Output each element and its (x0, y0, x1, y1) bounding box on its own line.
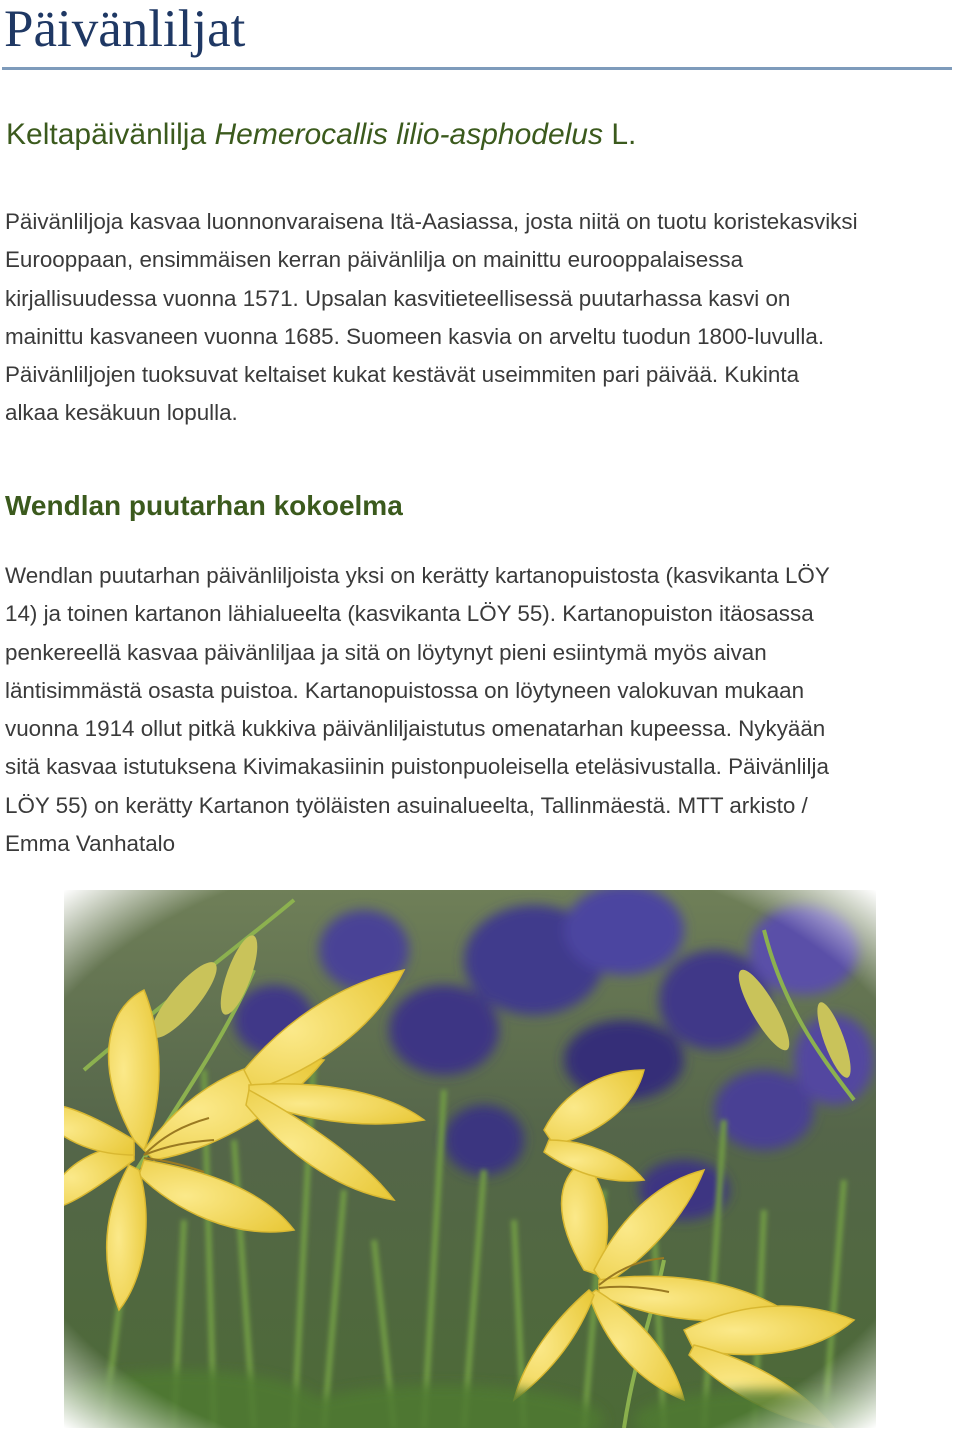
species-common-name: Keltapäivänlilja (6, 118, 207, 151)
daylily-photo (64, 890, 876, 1428)
intro-line: alkaa kesäkuun lopulla. (5, 400, 238, 426)
collection-paragraph (5, 557, 830, 863)
intro-line: Päivänliljojen tuoksuvat keltaiset kukat kestävät useimmiten pari päivää. Kukinta (5, 362, 800, 388)
collection-line: LÖY 55) on kerätty Kartanon työläisten asuinalueelta, Tallinmäestä. MTT arkisto / (5, 792, 808, 818)
collection-line: Wendlan puutarhan päivänliljoista yksi on kerätty kartanopuistosta (kasvikanta LÖY (5, 563, 830, 588)
daylily-photo-illustration (64, 890, 876, 1428)
intro-line: mainittu kasvaneen vuonna 1685. Suomeen kasvia on arveltu tuodun 1800-luvulla. (5, 323, 825, 349)
collection-line: läntisimmästä osasta puistoa. Kartanopuistossa on löytyneen valokuvan mukaan (5, 677, 805, 703)
collection-line: 14) ja toinen kartanon lähialueelta (kasvikanta LÖY 55). Kartanopuiston itäosassa (5, 601, 814, 627)
title-underline (2, 67, 952, 70)
collection-line: penkereellä kasvaa päivänliljaa ja sitä on löytynyt pieni esiintymä myös aivan (5, 639, 767, 665)
intro-line: Eurooppaan, ensimmäisen kerran päivänlilja on mainittu eurooppalaisessa (5, 247, 744, 273)
collection-line: Emma Vanhatalo (5, 831, 176, 857)
species-heading (6, 115, 636, 155)
intro-line: Päivänliljoja kasvaa luonnonvaraisena Itä-Aasiassa, josta niitä on tuotu koristekasviksi (5, 209, 858, 234)
species-latin-name: Hemerocallis lilio-asphodelus (214, 118, 603, 151)
collection-line: sitä kasvaa istutuksena Kivimakasiinin puistonpuoleisella eteläsivustalla. Päivänlilja (5, 754, 829, 780)
intro-line: kirjallisuudessa vuonna 1571. Upsalan kasvitieteellisessä puutarhassa kasvi on (5, 285, 791, 311)
collection-heading: Wendlan puutarhan kokoelma (5, 490, 403, 521)
collection-line: vuonna 1914 ollut pitkä kukkiva päivänliljaistutus omenatarhan kupeessa. Nykyään (5, 716, 826, 742)
intro-paragraph (5, 203, 858, 433)
species-author: L. (611, 118, 637, 151)
page-title: Päivänliljat (4, 0, 246, 58)
